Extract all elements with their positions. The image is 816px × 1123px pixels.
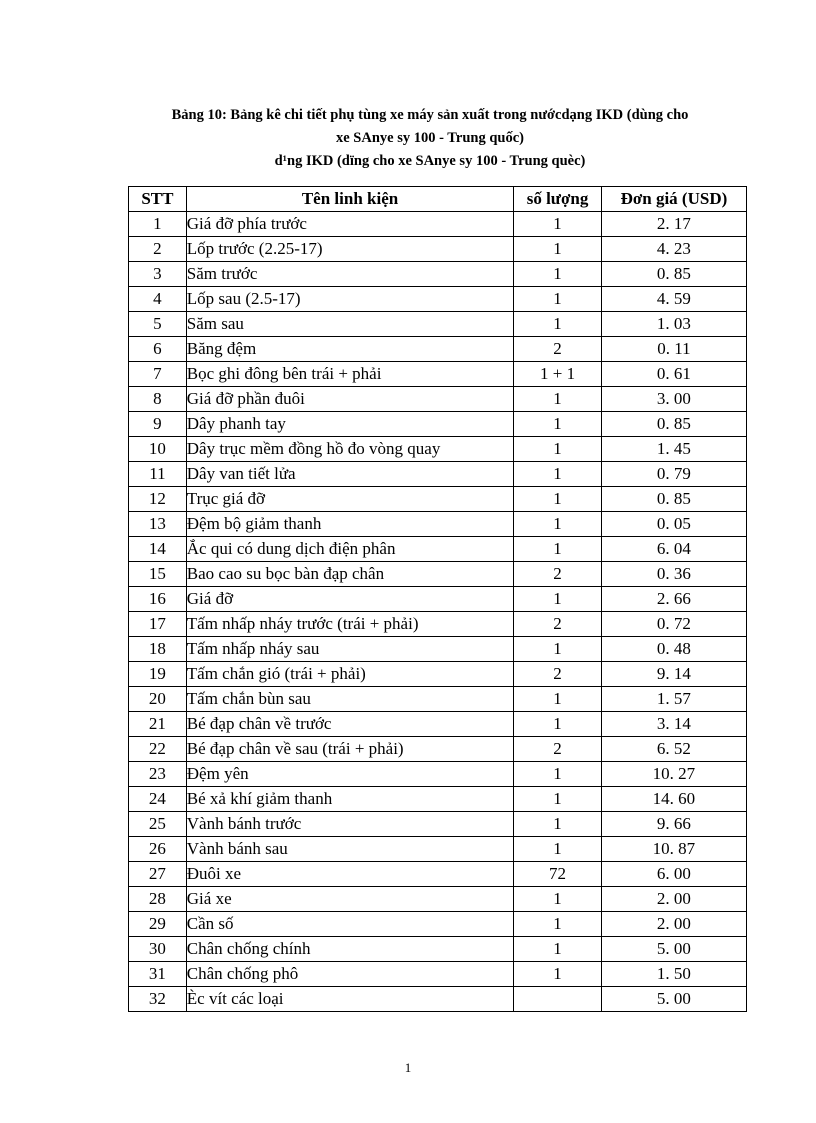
cell-unit-price: 6. 04 bbox=[601, 537, 746, 562]
cell-part-name: Chân chống chính bbox=[186, 937, 513, 962]
table-row bbox=[129, 262, 747, 287]
cell-quantity: 2 bbox=[514, 662, 602, 687]
cell-part-name: Èc vít các loại bbox=[186, 987, 513, 1012]
cell-stt: 17 bbox=[129, 612, 187, 637]
cell-part-name: Giá đỡ phần đuôi bbox=[186, 387, 513, 412]
cell-part-name: Giá đỡ phía trước bbox=[186, 212, 513, 237]
cell-part-name: Đệm bộ giảm thanh bbox=[186, 512, 513, 537]
table-row bbox=[129, 437, 747, 462]
cell-unit-price: 0. 85 bbox=[601, 262, 746, 287]
cell-quantity: 1 bbox=[514, 962, 602, 987]
cell-part-name: Đuôi xe bbox=[186, 862, 513, 887]
cell-part-name: Lốp trước (2.25-17) bbox=[186, 237, 513, 262]
cell-stt: 20 bbox=[129, 687, 187, 712]
cell-unit-price: 10. 87 bbox=[601, 837, 746, 862]
cell-unit-price: 5. 00 bbox=[601, 987, 746, 1012]
cell-stt: 10 bbox=[129, 437, 187, 462]
table-row bbox=[129, 712, 747, 737]
cell-quantity: 1 bbox=[514, 437, 602, 462]
cell-stt: 8 bbox=[129, 387, 187, 412]
cell-quantity: 2 bbox=[514, 562, 602, 587]
cell-quantity: 1 bbox=[514, 387, 602, 412]
table-body bbox=[129, 212, 747, 1012]
cell-quantity: 1 bbox=[514, 537, 602, 562]
cell-quantity: 1 bbox=[514, 212, 602, 237]
cell-unit-price: 3. 14 bbox=[601, 712, 746, 737]
header-unit-price: Đơn giá (USD) bbox=[601, 187, 746, 212]
cell-unit-price: 14. 60 bbox=[601, 787, 746, 812]
table-row bbox=[129, 837, 747, 862]
cell-unit-price: 0. 05 bbox=[601, 512, 746, 537]
cell-quantity: 1 bbox=[514, 587, 602, 612]
cell-stt: 25 bbox=[129, 812, 187, 837]
cell-unit-price: 4. 59 bbox=[601, 287, 746, 312]
cell-stt: 24 bbox=[129, 787, 187, 812]
cell-stt: 18 bbox=[129, 637, 187, 662]
table-row bbox=[129, 987, 747, 1012]
cell-part-name: Tấm chắn gió (trái + phải) bbox=[186, 662, 513, 687]
title-line-1: Bảng 10: Bảng kê chi tiết phụ tùng xe máy sản xuất trong nướcdạng IKD (dùng cho bbox=[171, 107, 689, 123]
cell-part-name: Băng đệm bbox=[186, 337, 513, 362]
table-row bbox=[129, 737, 747, 762]
cell-stt: 32 bbox=[129, 987, 187, 1012]
table-row bbox=[129, 362, 747, 387]
cell-stt: 13 bbox=[129, 512, 187, 537]
cell-part-name: Vành bánh trước bbox=[186, 812, 513, 837]
cell-quantity: 1 bbox=[514, 687, 602, 712]
table-row bbox=[129, 787, 747, 812]
cell-part-name: Tấm nhấp nháy sau bbox=[186, 637, 513, 662]
table-row bbox=[129, 312, 747, 337]
cell-unit-price: 9. 14 bbox=[601, 662, 746, 687]
cell-stt: 30 bbox=[129, 937, 187, 962]
cell-quantity: 1 bbox=[514, 912, 602, 937]
cell-part-name: Đệm yên bbox=[186, 762, 513, 787]
cell-unit-price: 0. 85 bbox=[601, 412, 746, 437]
cell-stt: 5 bbox=[129, 312, 187, 337]
table-row bbox=[129, 387, 747, 412]
cell-part-name: Dây van tiết lửa bbox=[186, 462, 513, 487]
table-row bbox=[129, 512, 747, 537]
cell-unit-price: 1. 50 bbox=[601, 962, 746, 987]
table-row bbox=[129, 237, 747, 262]
cell-part-name: Săm sau bbox=[186, 312, 513, 337]
cell-quantity: 1 bbox=[514, 887, 602, 912]
page-number: 1 bbox=[404, 1060, 412, 1075]
table-row bbox=[129, 637, 747, 662]
cell-quantity: 1 bbox=[514, 937, 602, 962]
cell-unit-price: 0. 79 bbox=[601, 462, 746, 487]
cell-quantity: 2 bbox=[514, 737, 602, 762]
table-row bbox=[129, 337, 747, 362]
table-row bbox=[129, 662, 747, 687]
table-row bbox=[129, 562, 747, 587]
cell-part-name: Bé đạp chân về trước bbox=[186, 712, 513, 737]
cell-part-name: Bé đạp chân về sau (trái + phải) bbox=[186, 737, 513, 762]
parts-table bbox=[128, 186, 747, 1012]
cell-quantity: 1 bbox=[514, 487, 602, 512]
title-line-2: xe SAnye sy 100 - Trung quốc) bbox=[336, 130, 524, 146]
cell-quantity: 1 bbox=[514, 787, 602, 812]
cell-unit-price: 1. 03 bbox=[601, 312, 746, 337]
table-row bbox=[129, 962, 747, 987]
cell-unit-price: 0. 72 bbox=[601, 612, 746, 637]
cell-stt: 11 bbox=[129, 462, 187, 487]
cell-quantity: 1 bbox=[514, 812, 602, 837]
cell-quantity: 1 bbox=[514, 637, 602, 662]
table-row bbox=[129, 412, 747, 437]
table-row bbox=[129, 762, 747, 787]
cell-part-name: Trục giá đỡ bbox=[186, 487, 513, 512]
table-row bbox=[129, 887, 747, 912]
cell-stt: 28 bbox=[129, 887, 187, 912]
cell-unit-price: 0. 61 bbox=[601, 362, 746, 387]
cell-unit-price: 1. 57 bbox=[601, 687, 746, 712]
cell-unit-price: 0. 85 bbox=[601, 487, 746, 512]
cell-stt: 14 bbox=[129, 537, 187, 562]
cell-quantity: 72 bbox=[514, 862, 602, 887]
cell-part-name: Dây trục mềm đồng hồ đo vòng quay bbox=[186, 437, 513, 462]
cell-unit-price: 5. 00 bbox=[601, 937, 746, 962]
header-stt: STT bbox=[129, 187, 187, 212]
cell-part-name: Lốp sau (2.5-17) bbox=[186, 287, 513, 312]
cell-quantity bbox=[514, 987, 602, 1012]
cell-stt: 6 bbox=[129, 337, 187, 362]
table-row bbox=[129, 862, 747, 887]
cell-stt: 15 bbox=[129, 562, 187, 587]
cell-quantity: 1 bbox=[514, 512, 602, 537]
cell-unit-price: 2. 00 bbox=[601, 912, 746, 937]
cell-unit-price: 6. 00 bbox=[601, 862, 746, 887]
cell-stt: 27 bbox=[129, 862, 187, 887]
cell-part-name: Bé xả khí giảm thanh bbox=[186, 787, 513, 812]
cell-stt: 26 bbox=[129, 837, 187, 862]
cell-unit-price: 4. 23 bbox=[601, 237, 746, 262]
cell-quantity: 2 bbox=[514, 612, 602, 637]
cell-quantity: 1 + 1 bbox=[514, 362, 602, 387]
cell-part-name: Ắc qui có dung dịch điện phân bbox=[186, 537, 513, 562]
cell-quantity: 1 bbox=[514, 837, 602, 862]
cell-quantity: 1 bbox=[514, 237, 602, 262]
cell-part-name: Vành bánh sau bbox=[186, 837, 513, 862]
cell-stt: 1 bbox=[129, 212, 187, 237]
cell-quantity: 1 bbox=[514, 712, 602, 737]
cell-part-name: Bọc ghi đông bên trái + phải bbox=[186, 362, 513, 387]
cell-stt: 9 bbox=[129, 412, 187, 437]
table-row bbox=[129, 812, 747, 837]
title-line-3: d¹ng IKD (dïng cho xe SAnye sy 100 - Trung quèc) bbox=[274, 153, 586, 169]
cell-part-name: Cần số bbox=[186, 912, 513, 937]
cell-part-name: Bao cao su bọc bàn đạp chân bbox=[186, 562, 513, 587]
cell-unit-price: 2. 17 bbox=[601, 212, 746, 237]
cell-stt: 19 bbox=[129, 662, 187, 687]
cell-unit-price: 1. 45 bbox=[601, 437, 746, 462]
cell-part-name: Tấm chắn bùn sau bbox=[186, 687, 513, 712]
cell-stt: 4 bbox=[129, 287, 187, 312]
cell-stt: 29 bbox=[129, 912, 187, 937]
cell-stt: 3 bbox=[129, 262, 187, 287]
header-quantity: số lượng bbox=[514, 187, 602, 212]
cell-stt: 21 bbox=[129, 712, 187, 737]
table-row bbox=[129, 687, 747, 712]
cell-stt: 12 bbox=[129, 487, 187, 512]
cell-unit-price: 2. 00 bbox=[601, 887, 746, 912]
cell-part-name: Chân chống phô bbox=[186, 962, 513, 987]
table-row bbox=[129, 612, 747, 637]
table-row bbox=[129, 912, 747, 937]
table-row bbox=[129, 537, 747, 562]
table-row bbox=[129, 287, 747, 312]
cell-quantity: 2 bbox=[514, 337, 602, 362]
table-row bbox=[129, 212, 747, 237]
cell-part-name: Giá đỡ bbox=[186, 587, 513, 612]
cell-unit-price: 9. 66 bbox=[601, 812, 746, 837]
cell-quantity: 1 bbox=[514, 312, 602, 337]
table-row bbox=[129, 587, 747, 612]
table-header-row bbox=[129, 187, 747, 212]
cell-quantity: 1 bbox=[514, 462, 602, 487]
cell-stt: 7 bbox=[129, 362, 187, 387]
cell-unit-price: 0. 48 bbox=[601, 637, 746, 662]
header-part-name: Tên linh kiện bbox=[186, 187, 513, 212]
cell-unit-price: 0. 36 bbox=[601, 562, 746, 587]
cell-quantity: 1 bbox=[514, 412, 602, 437]
table-row bbox=[129, 937, 747, 962]
cell-stt: 23 bbox=[129, 762, 187, 787]
cell-unit-price: 6. 52 bbox=[601, 737, 746, 762]
cell-stt: 22 bbox=[129, 737, 187, 762]
cell-quantity: 1 bbox=[514, 762, 602, 787]
cell-quantity: 1 bbox=[514, 262, 602, 287]
cell-unit-price: 3. 00 bbox=[601, 387, 746, 412]
table-row bbox=[129, 487, 747, 512]
cell-part-name: Dây phanh tay bbox=[186, 412, 513, 437]
cell-part-name: Giá xe bbox=[186, 887, 513, 912]
cell-quantity: 1 bbox=[514, 287, 602, 312]
cell-stt: 2 bbox=[129, 237, 187, 262]
table-row bbox=[129, 462, 747, 487]
cell-part-name: Săm trước bbox=[186, 262, 513, 287]
cell-stt: 16 bbox=[129, 587, 187, 612]
document-title bbox=[120, 104, 740, 173]
cell-part-name: Tấm nhấp nháy trước (trái + phải) bbox=[186, 612, 513, 637]
cell-unit-price: 10. 27 bbox=[601, 762, 746, 787]
cell-unit-price: 2. 66 bbox=[601, 587, 746, 612]
cell-unit-price: 0. 11 bbox=[601, 337, 746, 362]
cell-stt: 31 bbox=[129, 962, 187, 987]
